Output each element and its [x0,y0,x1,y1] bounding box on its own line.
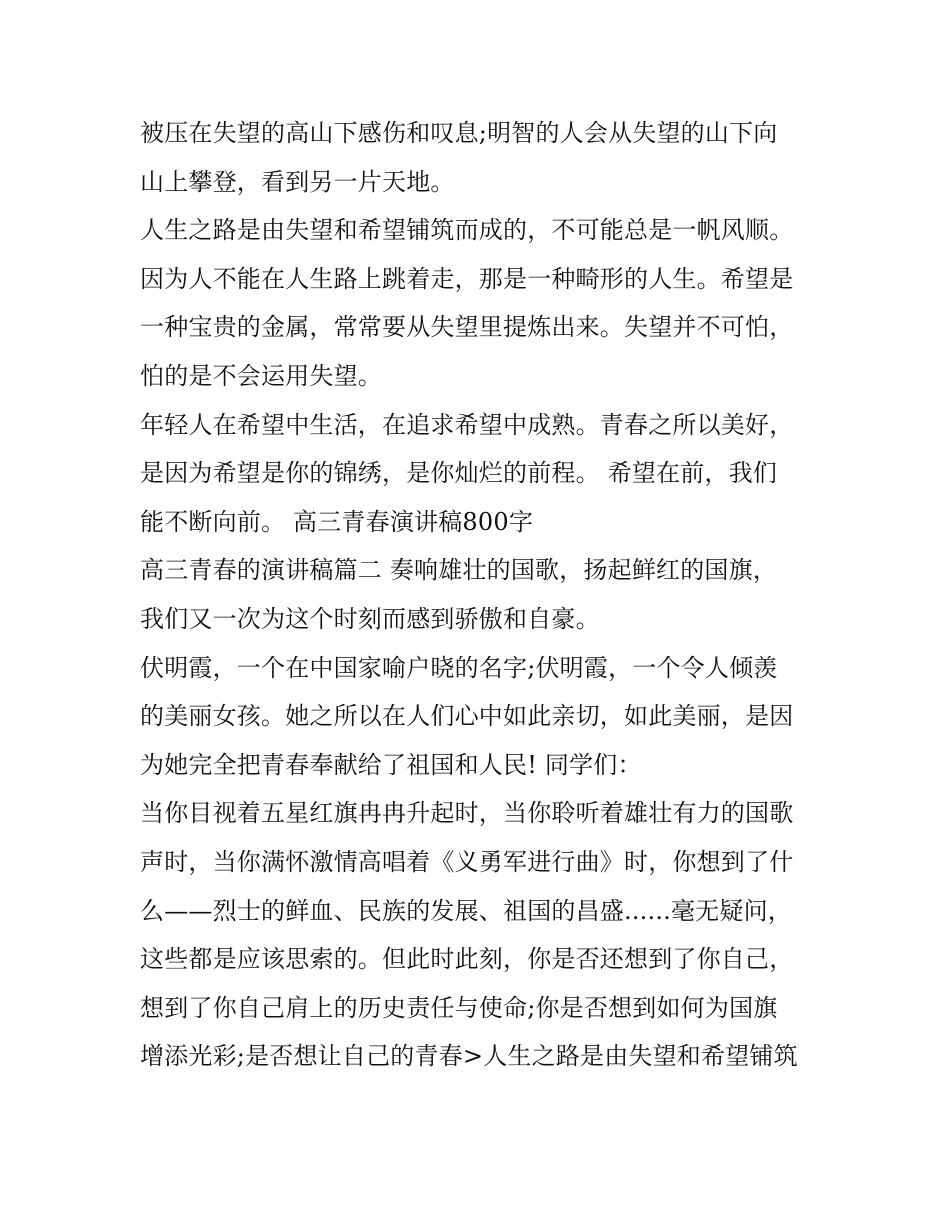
text-line: 这些都是应该思索的。但此时此刻，你是否还想到了你自己， [140,945,794,974]
text-line: 怕的是不会运用失望。 [140,361,382,390]
text-line: 山上攀登，看到另一片天地。 [140,167,455,196]
text-line: 被压在失望的高山下感伤和叹息;明智的人会从失望的山下向 [140,119,778,147]
text-line: 一种宝贵的金属，常常要从失望里提炼出来。失望并不可怕， [140,313,794,342]
text-line: 是因为希望是你的锦绣，是你灿烂的前程。 希望在前，我们 [140,459,778,488]
document-body [140,109,820,1081]
text-line: 么——烈士的鲜血、民族的发展、祖国的昌盛......毫无疑问， [140,896,792,925]
text-line: 当你目视着五星红旗冉冉升起时，当你聆听着雄壮有力的国歌 [140,799,794,828]
text-line: 高三青春的演讲稿篇二 奏响雄壮的国歌，扬起鲜红的国旗， [140,556,778,585]
text-line: 为她完全把青春奉献给了祖国和人民! 同学们： [140,750,642,779]
text-line: 能不断向前。 高三青春演讲稿800字 [140,507,534,536]
text-line: 增添光彩;是否想让自己的青春>人生之路是由失望和希望铺筑 [140,1042,798,1071]
text-line: 的美丽女孩。她之所以在人们心中如此亲切，如此美丽，是因 [140,702,794,731]
text-line: 我们又一次为这个时刻而感到骄傲和自豪。 [140,604,600,633]
text-line: 伏明霞，一个在中国家喻户晓的名字;伏明霞，一个令人倾羡 [140,653,778,682]
text-line: 想到了你自己肩上的历史责任与使命;你是否想到如何为国旗 [140,993,778,1022]
text-line: 因为人不能在人生路上跳着走，那是一种畸形的人生。希望是 [140,264,794,293]
text-line: 声时，当你满怀激情高唱着《义勇军进行曲》时，你想到了什 [140,847,794,876]
text-line: 年轻人在希望中生活，在追求希望中成熟。青春之所以美好， [140,410,794,439]
text-line: 人生之路是由失望和希望铺筑而成的，不可能总是一帆风顺。 [140,216,794,245]
